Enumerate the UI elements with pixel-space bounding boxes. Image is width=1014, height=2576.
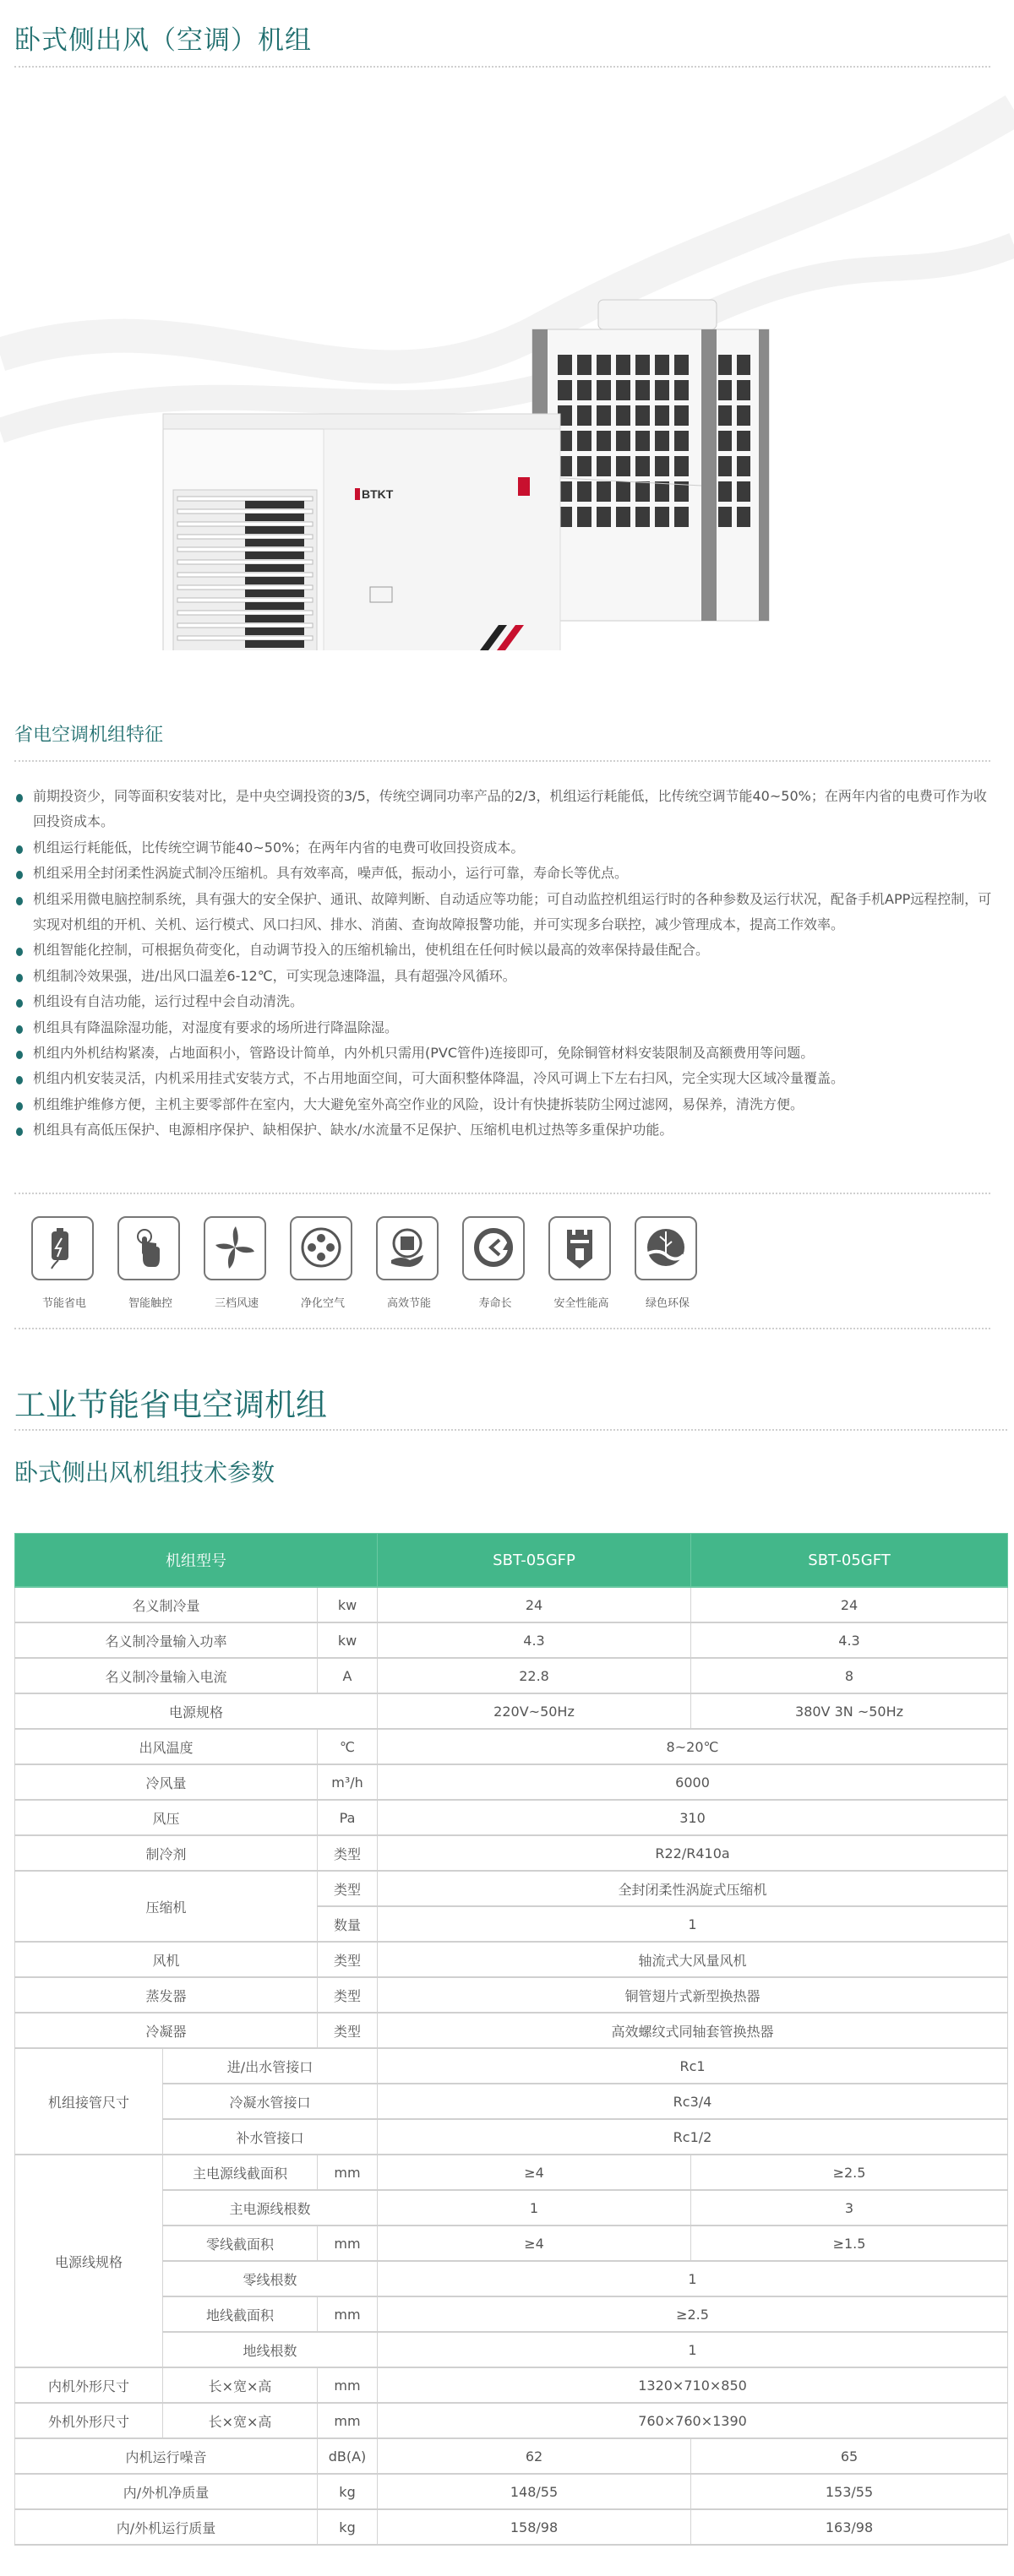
feature-icon-item (31, 1216, 117, 1310)
table-cell: 地线根数 (163, 2332, 378, 2367)
feature-item: 机组运行耗能低，比传统空调节能40~50%；在两年内省的电费可收回投资成本。 (14, 835, 995, 861)
table-cell: m³/h (318, 1764, 378, 1800)
spec-heading: 卧式侧出风机组技术参数 (14, 1459, 275, 1486)
table-row (15, 2190, 1008, 2225)
table-cell: 153/55 (691, 2474, 1008, 2509)
feature-icon-label: 寿命长 (478, 1297, 512, 1310)
table-row (15, 1871, 1008, 1906)
table-cell: 出风温度 (15, 1729, 318, 1764)
table-cell: 补水管接口 (163, 2119, 378, 2155)
table-cell: Pa (318, 1800, 378, 1835)
table-cell: 148/55 (378, 2474, 691, 2509)
table-cell: 电源线规格 (15, 2155, 163, 2367)
table-cell: ℃ (318, 1729, 378, 1764)
table-cell: ≥1.5 (691, 2225, 1008, 2261)
table-row (15, 2013, 1008, 2048)
table-cell: 22.8 (378, 1658, 691, 1693)
feature-item: 机组内机安装灵活，内机采用挂式安装方式，不占用地面空间，可大面积整体降温，冷风可调上下左右扫风，完全实现大区域冷量覆盖。 (14, 1066, 995, 1091)
table-cell: ≥2.5 (378, 2296, 1008, 2332)
divider (14, 66, 990, 68)
table-cell: 零线根数 (163, 2261, 378, 2296)
table-row (15, 1729, 1008, 1764)
table-row (15, 2296, 1008, 2332)
table-cell: 主电源线截面积 (163, 2155, 318, 2190)
table-cell: 压缩机 (15, 1871, 318, 1942)
table-row (15, 2474, 1008, 2509)
table-cell: 名义制冷量输入功率 (15, 1622, 318, 1658)
table-row (15, 2225, 1008, 2261)
table-cell: 内/外机运行质量 (15, 2509, 318, 2545)
table-cell: 长×宽×高 (163, 2367, 318, 2403)
table-row (15, 1942, 1008, 1977)
table-row (15, 2261, 1008, 2296)
table-cell: ≥4 (378, 2155, 691, 2190)
table-row (15, 2048, 1008, 2084)
table-cell: 铜管翅片式新型换热器 (378, 1977, 1008, 2013)
table-header-row (15, 1534, 1008, 1588)
feature-icon-label: 安全性能高 (553, 1297, 609, 1310)
feature-icon-item (462, 1216, 548, 1310)
feature-item: 机组维护维修方便，主机主要零部件在室内，大大避免室外高空作业的风险，设计有快捷拆装防尘网过滤网，易保养，清洗方便。 (14, 1092, 995, 1117)
table-cell: dB(A) (318, 2438, 378, 2474)
feature-item: 前期投资少，同等面积安装对比，是中央空调投资的3/5，传统空调同功率产品的2/3，机组运行耗能低，比传统空调节能40~50%；在两年内省的电费可作为收回投资成本。 (14, 784, 995, 835)
section-heading: 工业节能省电空调机组 (14, 1387, 327, 1423)
table-cell: mm (318, 2225, 378, 2261)
table-cell: kg (318, 2474, 378, 2509)
divider (14, 1193, 990, 1194)
table-cell: Rc1/2 (378, 2119, 1008, 2155)
table-cell: mm (318, 2296, 378, 2332)
table-cell: 4.3 (378, 1622, 691, 1658)
table-cell: 760×760×1390 (378, 2403, 1008, 2438)
energy-hand-icon (376, 1216, 439, 1280)
table-cell: kw (318, 1587, 378, 1622)
table-cell: 8~20℃ (378, 1729, 1008, 1764)
table-cell: 4.3 (691, 1622, 1008, 1658)
table-row (15, 1977, 1008, 2013)
feature-icon-label: 高效节能 (386, 1297, 431, 1310)
table-row (15, 2403, 1008, 2438)
table-cell: 风压 (15, 1800, 318, 1835)
table-cell: 进/出水管接口 (163, 2048, 378, 2084)
table-cell: 全封闭柔性涡旋式压缩机 (378, 1871, 1008, 1906)
feature-icon-item (376, 1216, 462, 1310)
indoor-unit-illustration (163, 414, 560, 650)
touch-hand-icon (117, 1216, 180, 1280)
table-cell: 62 (378, 2438, 691, 2474)
table-header-cell: 机组型号 (15, 1534, 378, 1588)
table-cell: 内机外形尺寸 (15, 2367, 163, 2403)
table-row (15, 1800, 1008, 1835)
feature-icon-item (635, 1216, 721, 1310)
table-cell: 1 (378, 1906, 1008, 1942)
table-cell: 机组接管尺寸 (15, 2048, 163, 2155)
table-cell: ≥2.5 (691, 2155, 1008, 2190)
table-cell: A (318, 1658, 378, 1693)
outdoor-unit-illustration (532, 300, 769, 621)
features-heading: 省电空调机组特征 (14, 725, 164, 746)
feature-icon-item (117, 1216, 204, 1310)
table-cell: 内机运行噪音 (15, 2438, 318, 2474)
spec-table (14, 1533, 1008, 2546)
table-cell: 地线截面积 (163, 2296, 318, 2332)
table-cell: 380V 3N ~50Hz (691, 1693, 1008, 1729)
table-cell: 163/98 (691, 2509, 1008, 2545)
table-row (15, 1658, 1008, 1693)
table-cell: 冷凝器 (15, 2013, 318, 2048)
table-cell: 类型 (318, 2013, 378, 2048)
table-cell: 1 (378, 2261, 1008, 2296)
table-row (15, 2119, 1008, 2155)
table-cell: 高效螺纹式同轴套管换热器 (378, 2013, 1008, 2048)
table-row (15, 2084, 1008, 2119)
table-cell: 类型 (318, 1835, 378, 1871)
table-row (15, 2155, 1008, 2190)
feature-item: 机组采用全封闭柔性涡旋式制冷压缩机。具有效率高，噪声低，振动小，运行可靠，寿命长等优点。 (14, 861, 995, 886)
table-cell: 158/98 (378, 2509, 691, 2545)
table-cell: 内/外机净质量 (15, 2474, 318, 2509)
shield-castle-icon (548, 1216, 611, 1280)
product-image (0, 76, 1014, 650)
divider (14, 760, 990, 762)
table-cell: 220V~50Hz (378, 1693, 691, 1729)
table-cell: kg (318, 2509, 378, 2545)
table-cell: 1 (378, 2190, 691, 2225)
feature-icon-label: 三档风速 (214, 1297, 259, 1310)
table-cell: 24 (378, 1587, 691, 1622)
feature-item: 机组具有降温除湿功能，对湿度有要求的场所进行降温除湿。 (14, 1015, 995, 1041)
purify-air-icon (290, 1216, 352, 1280)
feature-icon-item (548, 1216, 635, 1310)
table-cell: 制冷剂 (15, 1835, 318, 1871)
page-title: 卧式侧出风（空调）机组 (14, 25, 312, 56)
brand-logo: BTKT (362, 487, 394, 501)
table-cell: 1 (378, 2332, 1008, 2367)
table-row (15, 2367, 1008, 2403)
feature-item: 机组内外机结构紧凑，占地面积小，管路设计简单，内外机只需用(PVC管件)连接即可，免除铜管材料安装限制及高额费用等问题。 (14, 1041, 995, 1066)
feature-icon-label: 节能省电 (41, 1297, 86, 1310)
feature-icon-item (204, 1216, 290, 1310)
table-cell: Rc1 (378, 2048, 1008, 2084)
feature-icon-label: 智能触控 (128, 1297, 172, 1310)
battery-leaf-icon (31, 1216, 94, 1280)
table-cell: 冷风量 (15, 1764, 318, 1800)
table-cell: 6000 (378, 1764, 1008, 1800)
table-cell: R22/R410a (378, 1835, 1008, 1871)
table-cell: ≥4 (378, 2225, 691, 2261)
table-cell: 轴流式大风量风机 (378, 1942, 1008, 1977)
feature-icons (31, 1216, 721, 1310)
table-cell: 零线截面积 (163, 2225, 318, 2261)
feature-icon-label: 净化空气 (300, 1297, 345, 1310)
table-cell: Rc3/4 (378, 2084, 1008, 2119)
divider (14, 1328, 990, 1329)
table-cell: 1320×710×850 (378, 2367, 1008, 2403)
feature-item: 机组采用微电脑控制系统，具有强大的安全保护、通讯、故障判断、自动适应等功能；可自动监控机组运行时的各种参数及运行状况，配备手机APP远程控制，可实现对机组的开机、关机、运行模式、风口扫风、排水、消菌、查询故障报警功能，并可实现多台联控，减少管理成本，提高工作效率。 (14, 887, 995, 938)
table-row (15, 1835, 1008, 1871)
table-cell: 数量 (318, 1906, 378, 1942)
table-cell: 主电源线根数 (163, 2190, 378, 2225)
table-row (15, 1693, 1008, 1729)
table-cell: 长×宽×高 (163, 2403, 318, 2438)
table-cell: 310 (378, 1800, 1008, 1835)
table-cell: 外机外形尺寸 (15, 2403, 163, 2438)
table-cell: 风机 (15, 1942, 318, 1977)
table-cell: 电源规格 (15, 1693, 378, 1729)
table-cell: kw (318, 1622, 378, 1658)
feature-item: 机组具有高低压保护、电源相序保护、缺相保护、缺水/水流量不足保护、压缩机电机过热等多重保护功能。 (14, 1117, 995, 1143)
table-header-cell: SBT-05GFT (691, 1534, 1008, 1588)
table-row (15, 1764, 1008, 1800)
table-cell: mm (318, 2367, 378, 2403)
feature-icon-label: 绿色环保 (645, 1297, 690, 1310)
table-cell: 类型 (318, 1871, 378, 1906)
table-cell: 名义制冷量输入电流 (15, 1658, 318, 1693)
table-cell: 类型 (318, 1977, 378, 2013)
table-cell: 3 (691, 2190, 1008, 2225)
cycle-arrows-icon (462, 1216, 525, 1280)
table-row (15, 1622, 1008, 1658)
table-row (15, 2509, 1008, 2545)
table-cell: 8 (691, 1658, 1008, 1693)
table-row (15, 2438, 1008, 2474)
feature-item: 机组智能化控制，可根据负荷变化，自动调节投入的压缩机输出，使机组在任何时候以最高的效率保持最佳配合。 (14, 937, 995, 963)
table-cell: 蒸发器 (15, 1977, 318, 2013)
table-header-cell: SBT-05GFP (378, 1534, 691, 1588)
table-cell: mm (318, 2403, 378, 2438)
green-leaf-icon (635, 1216, 697, 1280)
feature-item: 机组设有自洁功能，运行过程中会自动清洗。 (14, 989, 995, 1014)
feature-list (14, 784, 995, 1144)
fan-icon (204, 1216, 266, 1280)
table-cell: 65 (691, 2438, 1008, 2474)
table-cell: mm (318, 2155, 378, 2190)
table-cell: 24 (691, 1587, 1008, 1622)
divider (14, 1429, 1007, 1431)
table-row (15, 1587, 1008, 1622)
feature-item: 机组制冷效果强，进/出风口温差6-12℃，可实现急速降温，具有超强冷风循环。 (14, 964, 995, 989)
feature-icon-item (290, 1216, 376, 1310)
table-row (15, 2332, 1008, 2367)
table-cell: 名义制冷量 (15, 1587, 318, 1622)
table-cell: 类型 (318, 1942, 378, 1977)
table-cell: 冷凝水管接口 (163, 2084, 378, 2119)
